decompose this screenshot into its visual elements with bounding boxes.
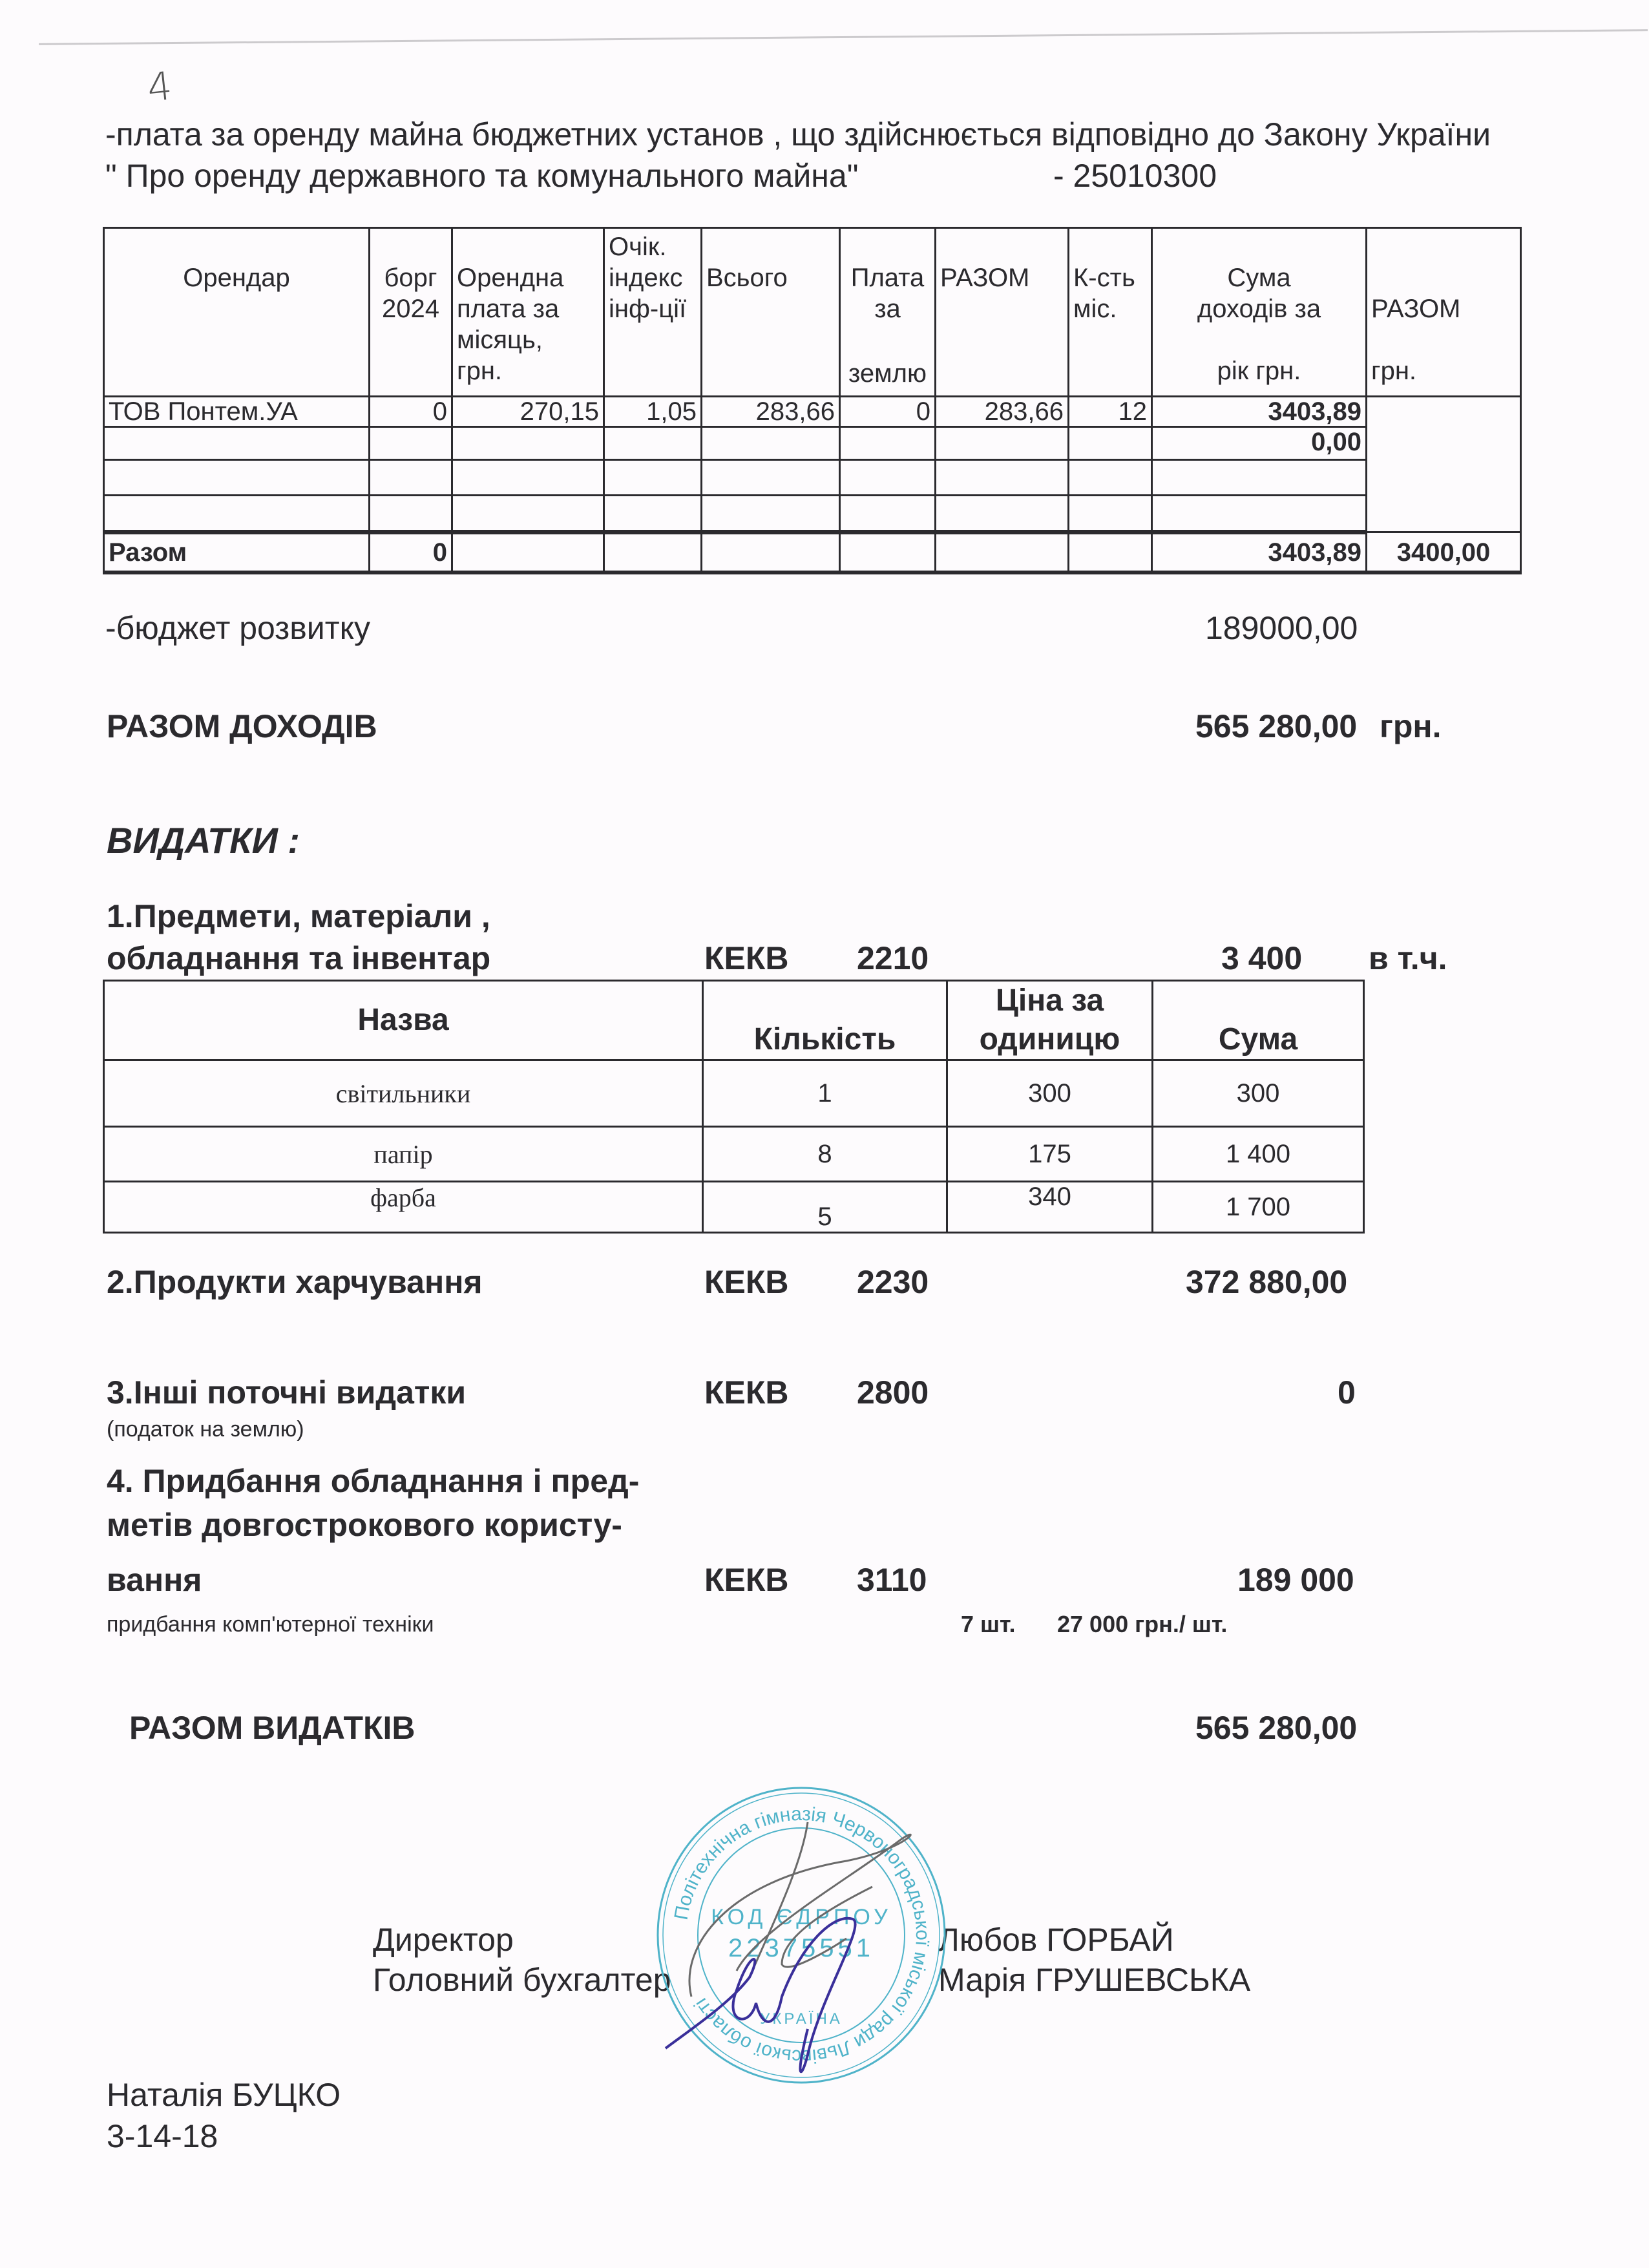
total-income-unit: грн. xyxy=(1380,708,1442,744)
total-empty xyxy=(840,532,936,573)
rent-table xyxy=(103,227,1522,574)
item-quantity: 5 xyxy=(703,1182,947,1233)
total-income-value: 565 280,00 xyxy=(1195,708,1358,744)
items-table-row xyxy=(104,1060,1364,1127)
cell-debt xyxy=(370,496,452,532)
cell-debt: 0 xyxy=(370,397,452,427)
total-expenses-value: 565 280,00 xyxy=(1195,1710,1358,1746)
section4-kekv-code: 3110 xyxy=(857,1562,927,1598)
item-price: 340 xyxy=(947,1182,1153,1233)
cell-total xyxy=(702,496,840,532)
header-unit-price: Ціна за одиницю xyxy=(947,981,1153,1060)
accountant-name: Марія ГРУШЕВСЬКА xyxy=(938,1962,1251,1998)
cell-sum xyxy=(936,427,1069,460)
cell-annual: 0,00 xyxy=(1152,427,1367,460)
item-sum: 300 xyxy=(1153,1060,1364,1127)
cell-months xyxy=(1069,427,1152,460)
section2-title: 2.Продукти харчування xyxy=(107,1264,483,1300)
cell-land xyxy=(840,427,936,460)
cell-tenant xyxy=(104,460,370,496)
total-label: Разом xyxy=(104,532,370,573)
rent-table-row xyxy=(104,496,1521,532)
items-table xyxy=(103,980,1365,1234)
cell-index xyxy=(604,496,702,532)
rent-table-total-row xyxy=(104,532,1521,573)
rent-income-code: - 25010300 xyxy=(1053,158,1217,194)
section1-title-line1: 1.Предмети, матеріали , xyxy=(107,898,490,934)
section4-title-line1: 4. Придбання обладнання і пред- xyxy=(107,1463,640,1499)
items-table-header xyxy=(104,981,1364,1060)
cell-monthly xyxy=(452,460,604,496)
cell-monthly: 270,15 xyxy=(452,397,604,427)
official-stamp xyxy=(653,1783,950,2087)
total-grand: 3400,00 xyxy=(1367,532,1521,573)
accountant-title: Головний бухгалтер xyxy=(373,1962,671,1998)
handwritten-page-number: 4 xyxy=(145,63,174,111)
stamp-ring-text: Політехнічна гімназія Червоноградської міської ради Львівської області xyxy=(670,1803,934,2068)
cell-tenant xyxy=(104,427,370,460)
cell-total xyxy=(702,460,840,496)
stamp-bottom-text: УКРАЇНА xyxy=(760,2010,843,2028)
development-budget-value: 189000,00 xyxy=(1205,610,1358,646)
rent-table-row xyxy=(104,397,1521,427)
section3-note: (податок на землю) xyxy=(107,1417,304,1442)
total-empty xyxy=(452,532,604,573)
item-name: папір xyxy=(104,1127,703,1182)
section3-amount: 0 xyxy=(1338,1374,1356,1411)
cell-tenant: ТОВ Понтем.УА xyxy=(104,397,370,427)
header-name: Назва xyxy=(104,981,703,1060)
section2-kekv-label: КЕКВ xyxy=(704,1264,789,1300)
section1-amount: 3 400 xyxy=(1221,940,1303,976)
rent-income-description-line2: " Про оренду державного та комунального майна" xyxy=(105,158,859,194)
cell-monthly xyxy=(452,427,604,460)
cell-land: 0 xyxy=(840,397,936,427)
executor-name: Наталія БУЦКО xyxy=(107,2077,341,2113)
item-price: 175 xyxy=(947,1127,1153,1182)
cell-annual xyxy=(1152,460,1367,496)
header-months: К-сть міс. xyxy=(1069,228,1152,397)
cell-sum: 283,66 xyxy=(936,397,1069,427)
cell-months xyxy=(1069,496,1152,532)
item-name: фарба xyxy=(104,1182,703,1233)
section4-unit-price: 27 000 грн./ шт. xyxy=(1057,1611,1228,1637)
cell-annual xyxy=(1152,496,1367,532)
section2-amount: 372 880,00 xyxy=(1186,1264,1348,1300)
section4-title-line2: метів довгострокового користу- xyxy=(107,1507,622,1543)
section4-amount: 189 000 xyxy=(1237,1562,1354,1598)
section3-kekv-label: КЕКВ xyxy=(704,1374,789,1411)
cell-total: 283,66 xyxy=(702,397,840,427)
scan-edge-line xyxy=(39,29,1648,45)
director-title: Директор xyxy=(373,1922,514,1958)
header-debt: борг 2024 xyxy=(370,228,452,397)
cell-sum xyxy=(936,460,1069,496)
header-sum: Сума xyxy=(1153,981,1364,1060)
cell-annual: 3403,89 xyxy=(1152,397,1367,427)
cell-grand-empty xyxy=(1367,397,1521,532)
item-name: світильники xyxy=(104,1060,703,1127)
cell-land xyxy=(840,496,936,532)
rent-income-description-line1: -плата за оренду майна бюджетних установ , що здійснюється відповідно до Закону України xyxy=(105,116,1491,152)
item-sum: 1 400 xyxy=(1153,1127,1364,1182)
items-table-row xyxy=(104,1182,1364,1233)
cell-index xyxy=(604,427,702,460)
header-grand-total: РАЗОМ грн. xyxy=(1367,228,1521,397)
total-expenses-label: РАЗОМ ВИДАТКІВ xyxy=(129,1710,415,1746)
total-empty xyxy=(936,532,1069,573)
executor-phone: 3-14-18 xyxy=(107,2118,218,2154)
rent-table-row xyxy=(104,460,1521,496)
section4-kekv-label: КЕКВ xyxy=(704,1562,789,1598)
cell-months xyxy=(1069,460,1152,496)
expenses-title: ВИДАТКИ : xyxy=(107,820,300,861)
total-empty xyxy=(1069,532,1152,573)
rent-table-header xyxy=(104,228,1521,397)
section3-title: 3.Інші поточні видатки xyxy=(107,1374,467,1411)
section4-title-line3: вання xyxy=(107,1562,202,1598)
stamp-code: 22375551 xyxy=(728,1934,874,1962)
cell-index: 1,05 xyxy=(604,397,702,427)
item-sum: 1 700 xyxy=(1153,1182,1364,1233)
cell-index xyxy=(604,460,702,496)
cell-land xyxy=(840,460,936,496)
director-name: Любов ГОРБАЙ xyxy=(938,1922,1174,1958)
header-tenant: Орендар xyxy=(104,228,370,397)
cell-debt xyxy=(370,460,452,496)
rent-table-row xyxy=(104,427,1521,460)
stamp-code-label: КОД ЄДРПОУ xyxy=(711,1905,892,1929)
section1-note: в т.ч. xyxy=(1369,940,1447,976)
cell-months: 12 xyxy=(1069,397,1152,427)
section4-note: придбання комп'ютерної техніки xyxy=(107,1612,434,1637)
section1-title-line2: обладнання та інвентар xyxy=(107,940,491,976)
development-budget-label: -бюджет розвитку xyxy=(105,610,371,646)
cell-debt xyxy=(370,427,452,460)
header-sum: РАЗОМ xyxy=(936,228,1069,397)
cell-total xyxy=(702,427,840,460)
section4-quantity: 7 шт. xyxy=(961,1611,1016,1637)
header-annual-income: Сума доходів за рік грн. xyxy=(1152,228,1367,397)
item-price: 300 xyxy=(947,1060,1153,1127)
section3-kekv-code: 2800 xyxy=(857,1374,929,1411)
total-debt: 0 xyxy=(370,532,452,573)
section1-kekv-label: КЕКВ xyxy=(704,940,789,976)
item-quantity: 1 xyxy=(703,1060,947,1127)
cell-tenant xyxy=(104,496,370,532)
cell-monthly xyxy=(452,496,604,532)
item-quantity: 8 xyxy=(703,1127,947,1182)
total-empty xyxy=(702,532,840,573)
header-total: Всього xyxy=(702,228,840,397)
total-income-label: РАЗОМ ДОХОДІВ xyxy=(107,708,377,744)
section1-kekv-code: 2210 xyxy=(857,940,929,976)
total-empty xyxy=(604,532,702,573)
header-quantity: Кількість xyxy=(703,981,947,1060)
header-monthly-rent: Орендна плата за місяць, грн. xyxy=(452,228,604,397)
items-table-row xyxy=(104,1127,1364,1182)
header-land-fee: Плата за землю xyxy=(840,228,936,397)
section2-kekv-code: 2230 xyxy=(857,1264,929,1300)
header-inflation-index: Очік. індекс інф-ції xyxy=(604,228,702,397)
total-annual: 3403,89 xyxy=(1152,532,1367,573)
cell-sum xyxy=(936,496,1069,532)
